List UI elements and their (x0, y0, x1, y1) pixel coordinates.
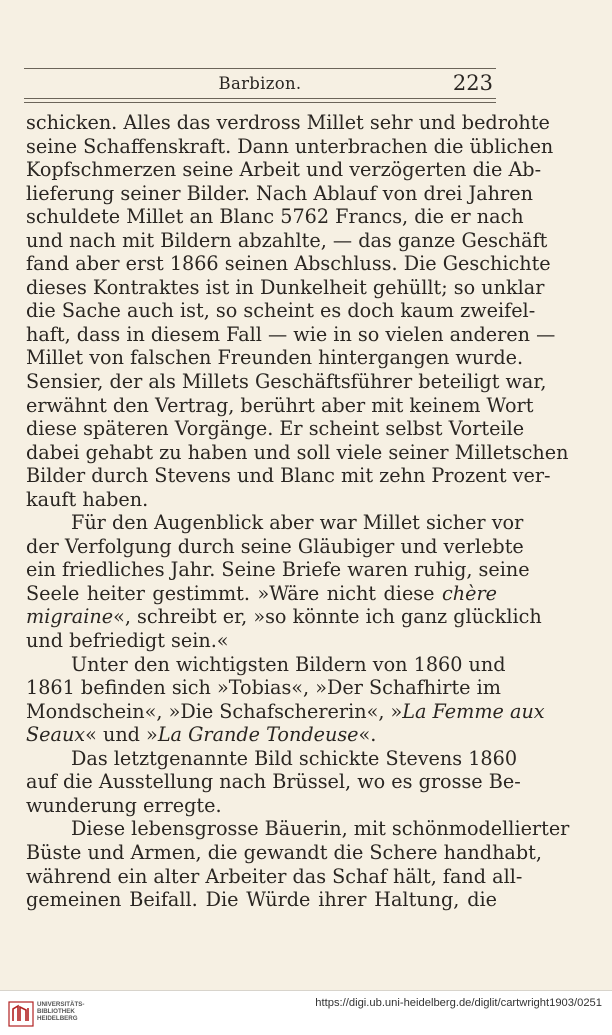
text-span: «, schreibt er, »so könnte ich ganz glücklich (113, 605, 542, 629)
text-line (26, 205, 524, 229)
text-span: « und » (85, 723, 158, 747)
text-span: Das letztgenannte Bild schickte Stevens 1860 (71, 746, 518, 770)
institution-line: UNIVERSITÄTS- (37, 1001, 85, 1008)
text-line (26, 605, 542, 629)
text-span: Mondschein«, »Die Schafschererin«, » (26, 699, 403, 723)
italic-text: chère (442, 581, 497, 605)
text-span: erwähnt den Vertrag, berührt aber mit keinem Wort (26, 393, 534, 417)
text-line (26, 558, 530, 582)
text-line (26, 534, 524, 559)
text-span: 1861 befinden sich »Tobias«, »Der Schafhirte im (26, 676, 501, 700)
text-line (26, 228, 548, 253)
text-span: die Sache auch ist, so scheint es doch kaum zweifel- (26, 299, 536, 323)
italic-text: La Femme aux (402, 699, 545, 723)
text-span: haft, dass in diesem Fall — wie in so vielen anderen — (26, 322, 556, 346)
text-span: dieses Kontraktes ist in Dunkelheit gehüllt; so unklar (26, 275, 545, 299)
text-span: Unter den wichtigsten Bildern von 1860 und (71, 652, 506, 676)
header-rule-top (24, 68, 496, 69)
footer-bar (0, 990, 612, 1035)
text-line (26, 275, 545, 300)
text-span: kauft haben. (26, 487, 149, 511)
text-line (26, 676, 501, 700)
text-span: schuldete Millet an Blanc 5762 Francs, die er nach (26, 205, 524, 229)
text-span: seine Schaffenskraft. Dann unterbrachen die üblichen (26, 134, 554, 158)
institution-name (37, 1001, 84, 1022)
text-span: Kopfschmerzen seine Arbeit und verzögerten die Ab- (26, 158, 542, 182)
running-head: Barbizon. (218, 74, 302, 93)
text-line (26, 440, 569, 465)
text-line (26, 134, 554, 159)
text-span: Sensier, der als Millets Geschäftsführer beteiligt war, (26, 370, 547, 394)
text-line (26, 346, 524, 370)
text-line (26, 299, 536, 323)
text-line (26, 511, 524, 535)
text-span: Diese lebensgrosse Bäuerin, mit schönmodellierter (71, 817, 570, 841)
text-line (26, 370, 547, 394)
text-line (26, 723, 497, 747)
text-line (26, 699, 545, 724)
page-number: 223 (452, 71, 493, 95)
text-line (26, 488, 497, 512)
text-span: Seele heiter gestimmt. »Wäre nicht diese (26, 581, 442, 605)
text-line (26, 464, 551, 488)
text-span: Millet von falschen Freunden hintergangen wurde. (26, 346, 524, 370)
text-span: diese späteren Vorgänge. Er scheint selbst Vorteile (26, 417, 525, 441)
italic-text: La Grande Tondeuse (157, 723, 359, 747)
text-span: dabei gehabt zu haben und soll viele seiner Milletschen (26, 440, 569, 464)
text-line (26, 393, 534, 418)
text-line (26, 111, 550, 135)
text-line (26, 158, 542, 182)
text-line (26, 181, 533, 206)
text-span: «. (358, 723, 377, 747)
header-rule-lower-2 (24, 102, 496, 103)
text-span: der Verfolgung durch seine Gläubiger und verlebte (26, 534, 524, 558)
institution-line: BIBLIOTHEK (37, 1008, 75, 1015)
source-url-link[interactable]: https://digi.ub.uni-heidelberg.de/diglit/cartwright1903/0251 (315, 997, 602, 1009)
text-span: schicken. Alles das verdross Millet sehr und bedrohte (26, 111, 550, 134)
institution-line: HEIDELBERG (37, 1015, 78, 1022)
text-line (26, 794, 497, 818)
text-span: und nach mit Bildern abzahlte, — das ganze Geschäft (26, 228, 548, 252)
university-seal-icon (8, 1001, 34, 1027)
text-line (26, 817, 570, 841)
header-rule-lower (24, 98, 496, 99)
text-span: lieferung seiner Bilder. Nach Ablauf von drei Jahren (26, 181, 533, 205)
text-line (26, 888, 497, 912)
text-line (26, 629, 497, 653)
text-line (26, 252, 551, 276)
text-line (26, 322, 556, 347)
page-header (24, 71, 496, 97)
text-line (26, 417, 525, 441)
text-span: und befriedigt sein.« (26, 629, 229, 653)
text-line (26, 746, 518, 771)
text-span: während ein alter Arbeiter das Schaf hält, fand all- (26, 864, 523, 888)
text-span: ein friedliches Jahr. Seine Briefe waren ruhig, seine (26, 558, 530, 582)
text-line (26, 840, 542, 865)
text-line (26, 770, 521, 794)
body-text (26, 111, 570, 912)
text-span: Für den Augenblick aber war Millet sicher vor (71, 511, 524, 535)
text-span: auf die Ausstellung nach Brüssel, wo es grosse Be- (26, 770, 521, 794)
text-line (26, 652, 506, 677)
text-span: fand aber erst 1866 seinen Abschluss. Die Geschichte (26, 252, 551, 276)
text-span: wunderung erregte. (26, 793, 222, 817)
italic-text: migraine (26, 605, 114, 629)
text-span: Bilder durch Stevens und Blanc mit zehn Prozent ver- (26, 464, 551, 488)
italic-text: Seaux (26, 723, 86, 747)
text-line (26, 864, 523, 889)
text-line (26, 582, 497, 606)
text-span: Büste und Armen, die gewandt die Schere handhabt, (26, 840, 542, 864)
text-span: gemeinen Beifall. Die Würde ihrer Haltung, die (26, 888, 497, 912)
